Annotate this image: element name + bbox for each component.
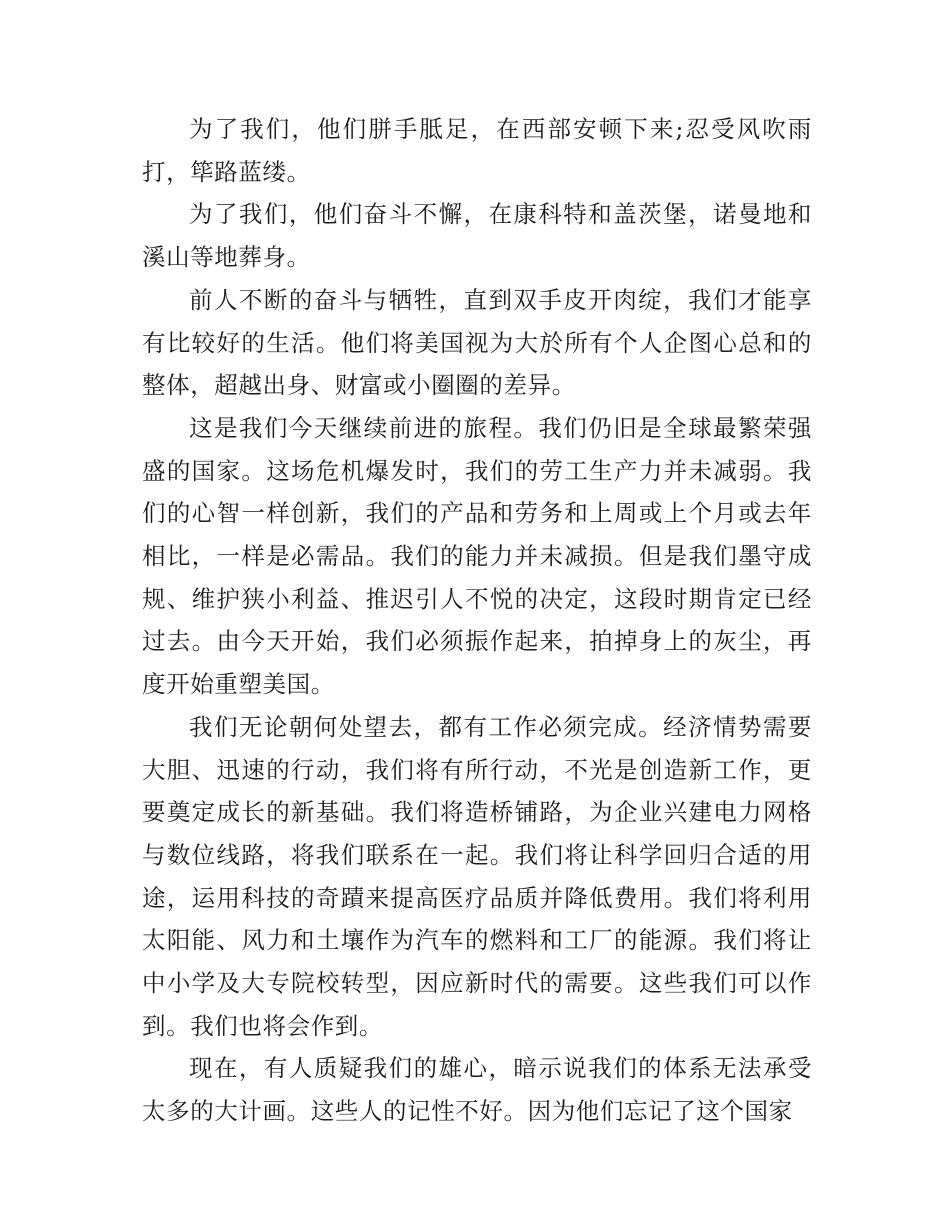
paragraph: 我们无论朝何处望去，都有工作必须完成。经济情势需要大胆、迅速的行动，我们将有所行动，不光是创造新工作，更要奠定成长的新基础。我们将造桥铺路，为企业兴建电力网格与数位线路，将我们联系在一起。我们将让科学回归合适的用途，运用科技的奇蹟来提高医疗品质并降低费用。我们将利用太阳能、风力和土壤作为汽车的燃料和工厂的能源。我们将让中小学及大专院校转型，因应新时代的需要。这些我们可以作到。我们也将会作到。 <box>142 712 812 1040</box>
paragraph: 为了我们，他们胼手胝足，在西部安顿下来;忍受风吹雨打，筚路蓝缕。 <box>142 115 812 186</box>
paragraph: 为了我们，他们奋斗不懈，在康科特和盖茨堡，诺曼地和溪山等地葬身。 <box>142 200 812 272</box>
paragraph: 这是我们今天继续前进的旅程。我们仍旧是全球最繁荣强盛的国家。这场危机爆发时，我们的劳工生产力并未减弱。我们的心智一样创新，我们的产品和劳务和上周或上个月或去年相比，一样是必需品。我们的能力并未减损。但是我们墨守成规、维护狭小利益、推迟引人不悦的决定，这段时期肯定已经过去。由今天开始，我们必须振作起来，拍掉身上的灰尘，再度开始重塑美国。 <box>142 413 812 699</box>
document-body <box>142 108 812 1133</box>
paragraph: 前人不断的奋斗与牺牲，直到双手皮开肉绽，我们才能享有比较好的生活。他们将美国视为大於所有个人企图心总和的整体，超越出身、财富或小圈圈的差异。 <box>142 285 812 400</box>
paragraph: 现在，有人质疑我们的雄心，暗示说我们的体系无法承受太多的大计画。这些人的记性不好。因为他们忘记了这个国家 <box>142 1054 812 1126</box>
